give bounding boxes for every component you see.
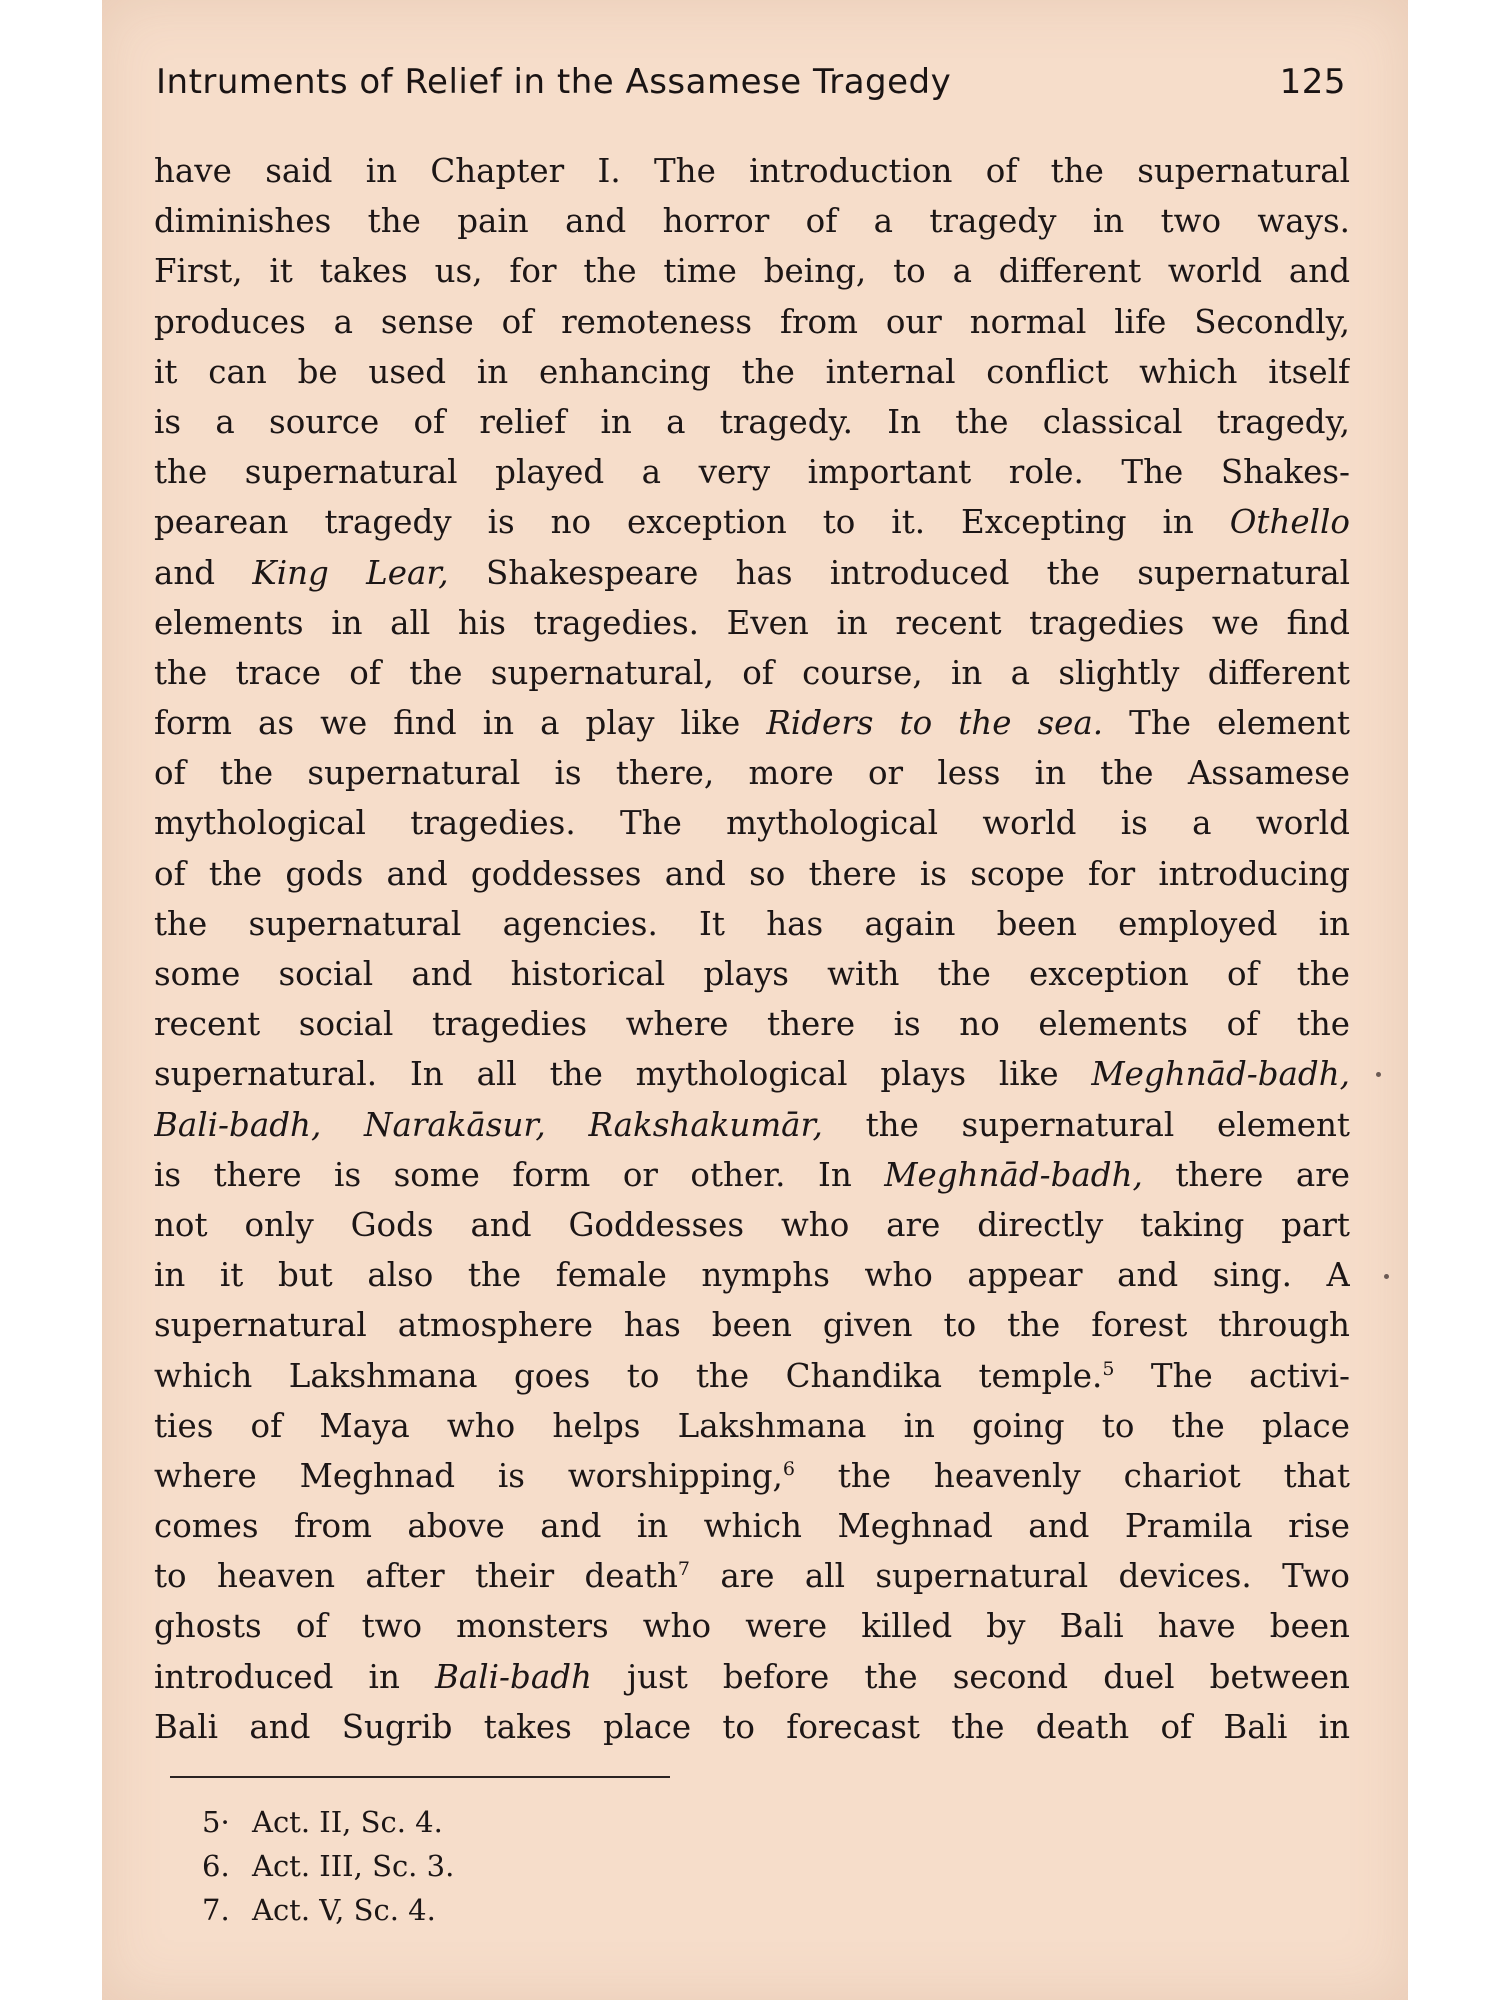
text-line [154,698,1350,748]
text-segment: is there is some form or other. In [154,1155,885,1194]
text-line: not only Gods and Goddesses who are directly taking part [154,1205,1350,1244]
text-line: diminishes the pain and horror of a tragedy in two ways. [154,202,1350,241]
footnote-text: Act. II, Sc. 4. [252,1805,443,1839]
text-line: the trace of the supernatural, of course, in a slightly different [154,653,1350,692]
margin-speck [1376,1072,1381,1077]
italic-title-othello: Othello [1229,503,1350,542]
text-segment: and [154,553,253,592]
italic-title-rakshakumar: Rakshakumār, [588,1105,823,1144]
footnote-number: 5· [202,1805,230,1839]
text-line [154,548,1350,598]
footnote-number: 7. [202,1893,230,1927]
text-line: recent social tragedies where there is no elements of the [154,1005,1350,1044]
footnote-text: Act. V, Sc. 4. [252,1893,436,1927]
footnote [202,1888,454,1932]
text-line [154,1652,1350,1702]
text-segment: introduced in [154,1657,435,1696]
running-title: Intruments of Relief in the Assamese Tragedy [156,62,952,102]
italic-title-bali-badh: Bali-badh, [154,1105,322,1144]
footnote-ref-5: 5 [1102,1357,1115,1380]
text-line: the supernatural agencies. It has again been employed in [154,904,1350,943]
italic-title-bali-badh: Bali-badh [434,1657,592,1696]
text-line: have said in Chapter I. The introduction of the supernatural [154,152,1350,190]
italic-title-king-lear: King Lear, [252,553,449,592]
margin-speck [1384,1274,1389,1279]
text-segment: just before the second duel between [591,1657,1350,1696]
text-segment: pearean tragedy is no exception to it. Excepting in [154,503,1230,542]
running-header [156,62,1346,112]
footnote-text: Act. III, Sc. 3. [252,1849,455,1883]
text-line: elements in all his tragedies. Even in recent tragedies we find [154,603,1350,642]
text-line: comes from above and in which Meghnad and Pramila rise [154,1507,1350,1546]
text-line: mythological tragedies. The mythological world is a world [154,804,1350,843]
text-segment: Shakespeare has introduced the supernatural [448,553,1350,592]
text-line [154,1451,1350,1501]
text-segment: The element [1103,704,1350,743]
text-segment: there are [1142,1155,1350,1194]
text-segment: the supernatural element [822,1105,1350,1144]
footnote-number: 6. [202,1849,230,1883]
text-segment: which Lakshmana goes to the Chandika temple. [154,1356,1103,1395]
text-line: ties of Maya who helps Lakshmana in going to the place [154,1406,1350,1445]
text-segment: are all supernatural devices. Two [690,1557,1350,1596]
footnote-rule [170,1776,670,1778]
italic-title-narakasur: Narakāsur, [364,1105,546,1144]
text-line: produces a sense of remoteness from our normal life Secondly, [154,302,1350,341]
text-line [154,497,1350,547]
footnotes [202,1800,454,1932]
text-segment: where Meghnad is worshipping, [154,1456,783,1495]
text-line: it can be used in enhancing the internal conflict which itself [154,352,1350,391]
text-line [154,1049,1350,1099]
text-line [154,1351,1350,1401]
text-segment: supernatural. In all the mythological plays like [154,1055,1092,1094]
book-page [102,0,1408,2000]
footnote [202,1800,454,1844]
text-line [154,1100,1350,1150]
text-line [154,1150,1350,1200]
text-segment: the heavenly chariot that [794,1456,1350,1495]
text-segment: to heaven after their death [154,1557,678,1596]
italic-title-meghnad-badh: Meghnād-badh, [884,1155,1143,1194]
text-line: some social and historical plays with the exception of the [154,955,1350,993]
italic-title-riders: Riders to the sea. [766,704,1104,743]
footnote-ref-7: 7 [677,1558,690,1581]
text-line: Bali and Sugrib takes place to forecast the death of Bali in [154,1707,1350,1746]
text-line: ghosts of two monsters who were killed by Bali have been [154,1607,1350,1646]
text-line: the supernatural played a very important role. The Shakes- [154,453,1350,492]
text-line: in it but also the female nymphs who appear and sing. A [154,1256,1350,1295]
text-segment: form as we find in a play like [154,704,767,743]
text-line: of the gods and goddesses and so there is scope for introducing [154,854,1350,893]
text-line: of the supernatural is there, more or less in the Assamese [154,754,1350,793]
text-line [154,1551,1350,1601]
text-line: is a source of relief in a tragedy. In the classical tragedy, [154,402,1350,441]
text-segment: The activi- [1114,1356,1350,1395]
footnote [202,1844,454,1888]
italic-title-meghnad-badh: Meghnād-badh, [1091,1055,1350,1094]
footnote-ref-6: 6 [782,1457,795,1480]
text-line: First, it takes us, for the time being, to a different world and [154,252,1350,291]
page-number: 125 [1279,62,1346,102]
body-text [154,146,1350,1752]
text-line: supernatural atmosphere has been given to the forest through [154,1306,1350,1345]
